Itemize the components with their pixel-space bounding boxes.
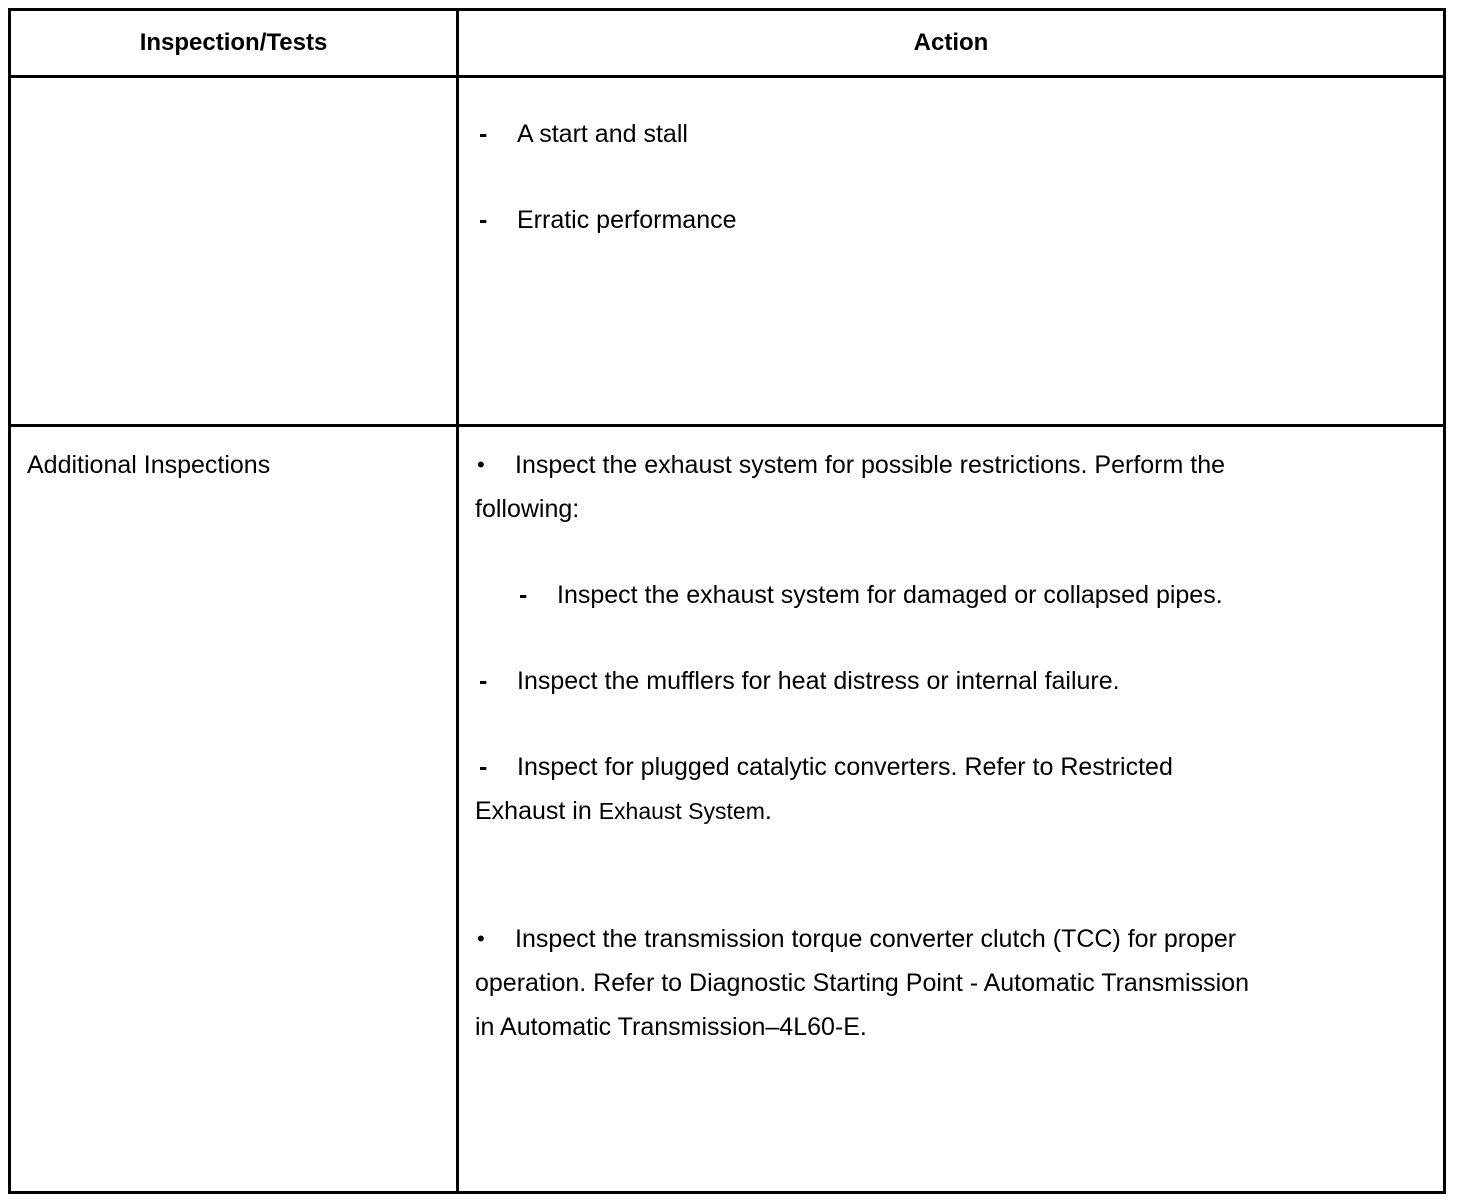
header-row xyxy=(10,10,1445,77)
inspection-cell-empty xyxy=(10,77,458,426)
table-row xyxy=(10,77,1445,426)
action-item-mufflers: Inspect the mufflers for heat distress or internal failure. xyxy=(517,667,1120,695)
action-item-exhaust-restrictions: Inspect the exhaust system for possible restrictions. Perform the xyxy=(515,451,1226,479)
action-cell xyxy=(458,426,1445,1193)
action-item-tcc-cont: operation. Refer to Diagnostic Starting Point - Automatic Transmission xyxy=(475,969,1249,997)
header-inspection-tests: Inspection/Tests xyxy=(10,10,458,77)
header-action: Action xyxy=(458,10,1445,77)
inspection-cell xyxy=(10,426,458,1193)
action-item-erratic-performance: Erratic performance xyxy=(517,206,737,234)
table-row xyxy=(10,426,1445,1193)
dash-marker: - xyxy=(519,581,528,609)
reference-suffix: . xyxy=(764,797,772,825)
dash-marker: - xyxy=(479,753,488,781)
action-item-catalytic-converters: Inspect for plugged catalytic converters. Refer to Restricted xyxy=(517,753,1173,781)
action-item-catalytic-converters-cont xyxy=(475,789,772,833)
action-item-tcc: Inspect the transmission torque converter clutch (TCC) for proper xyxy=(515,925,1237,953)
inspection-label-additional: Additional Inspections xyxy=(27,451,271,479)
action-item-tcc-cont2: in Automatic Transmission–4L60-E. xyxy=(475,1013,867,1041)
action-item-start-stall: A start and stall xyxy=(517,120,688,148)
dash-marker: - xyxy=(479,120,488,148)
exhaust-system-reference: Exhaust System xyxy=(598,798,765,824)
dash-marker: - xyxy=(479,667,488,695)
action-item-exhaust-restrictions-cont: following: xyxy=(475,495,580,523)
reference-prefix: Exhaust in xyxy=(475,797,599,825)
dash-marker: - xyxy=(479,206,488,234)
bullet-marker: • xyxy=(477,452,485,477)
action-cell xyxy=(458,77,1445,426)
bullet-marker: • xyxy=(477,926,485,951)
action-item-collapsed-pipes: Inspect the exhaust system for damaged or collapsed pipes. xyxy=(557,581,1223,609)
diagnostic-table xyxy=(8,8,1446,1194)
